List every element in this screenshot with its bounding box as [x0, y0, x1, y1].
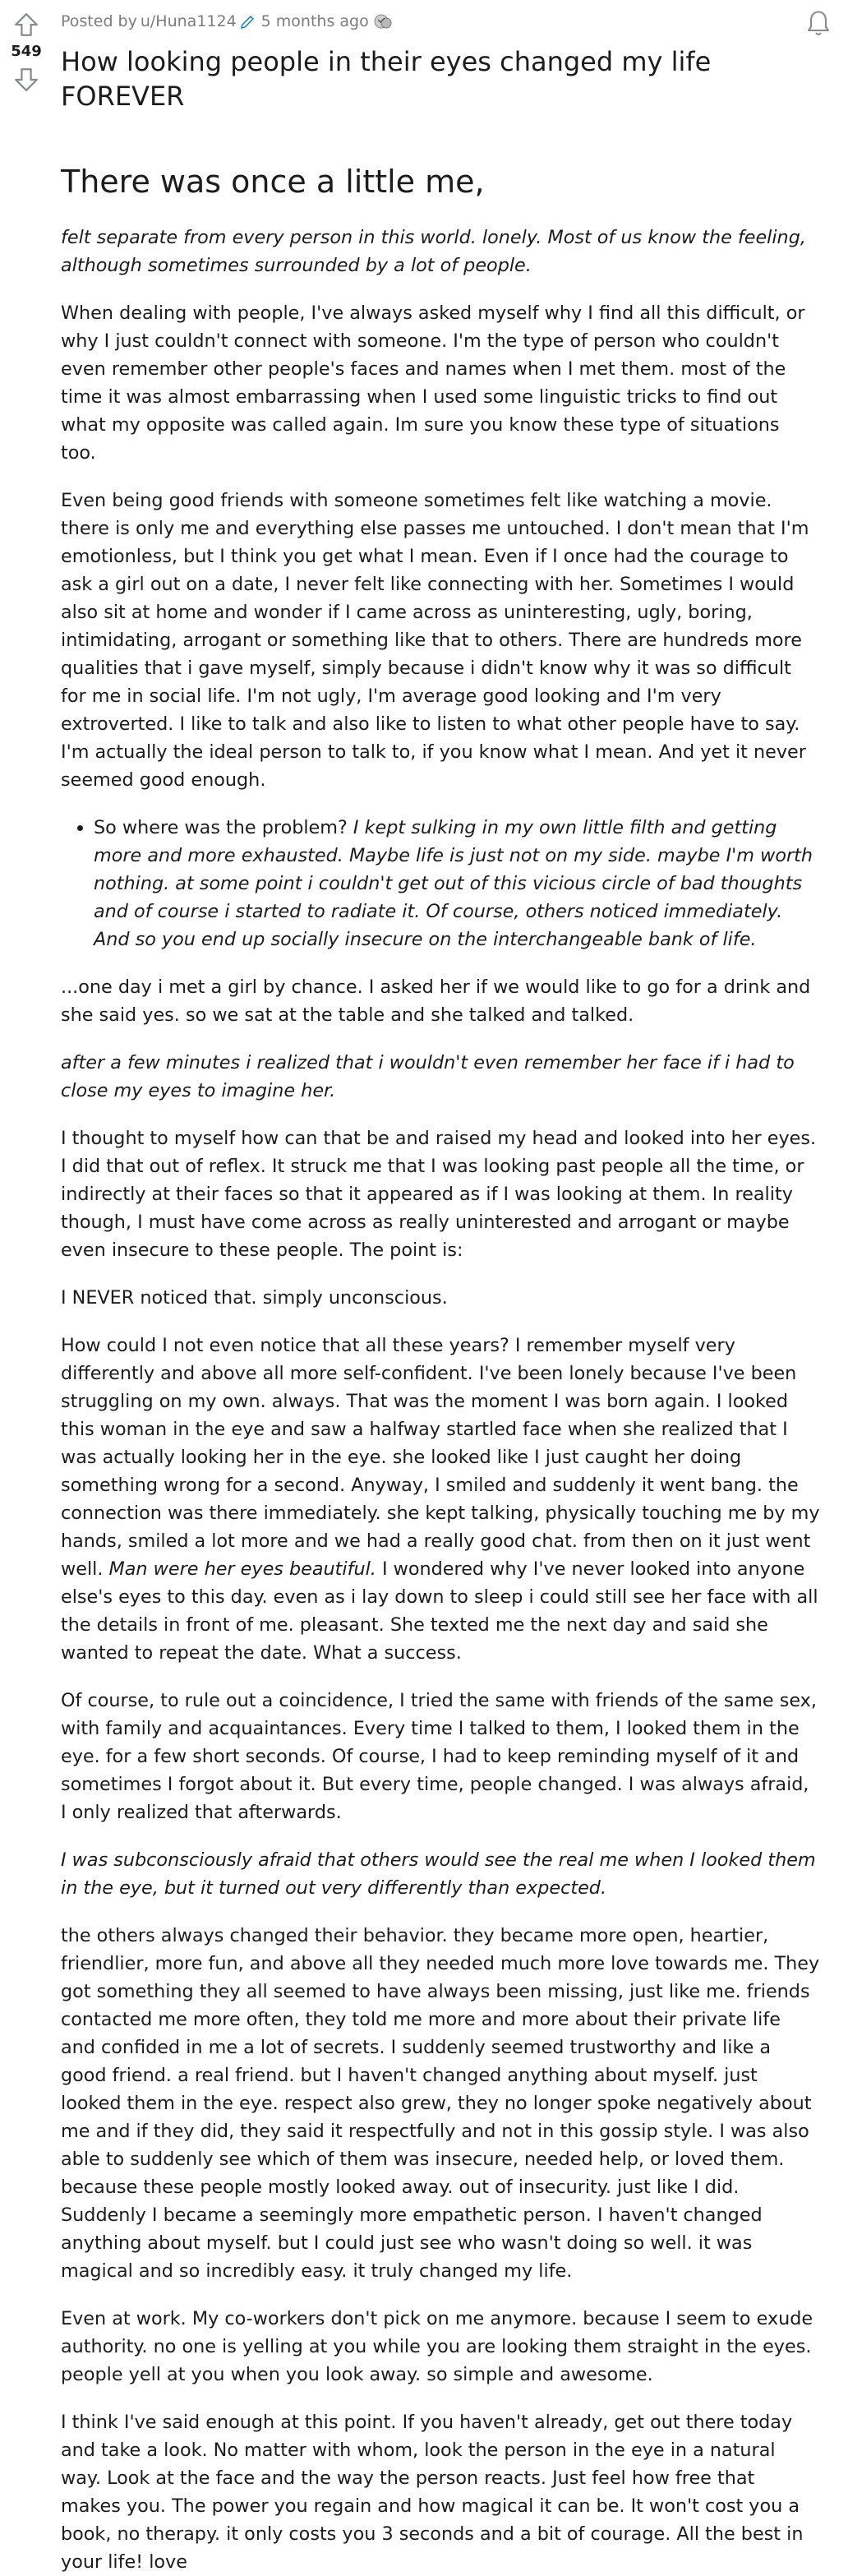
paragraph-3: Even being good friends with someone sometimes felt like watching a movie. there is only me and everything else passes me untouched. I don't mean that I'm emotionless, but I think you get what I mean. Even if I once had the courage to ask a girl out on a date, I never felt like connecting with her. Sometimes I would also sit at home and wonder if I came across as uninteresting, ugly, boring, intimidating, arrogant or something like that to others. There are hundreds more qualities that i gave myself, simply because i didn't know why it was so difficult for me in social life. I'm not ugly, I'm average good looking and I'm very extroverted. I like to talk and also like to listen to what other people have to say. I'm actually the ideal person to talk to, if you know what I mean. And yet it never seemed good enough.: [61, 490, 809, 791]
paragraph-7: I NEVER noticed that. simply unconscious.: [61, 1287, 448, 1309]
list-item-text: So where was the problem?: [94, 817, 353, 838]
paragraph-4: ...one day i met a girl by chance. I asked her if we would like to go for a drink and she said yes. so we sat at the table and she talked and talked.: [61, 976, 811, 1026]
edited-icon: [240, 14, 258, 29]
paragraph-10: [61, 1846, 820, 1902]
post-time: 5 months ago: [260, 12, 369, 30]
paragraph-2: When dealing with people, I've always asked myself why I find all this difficult, or why I just couldn't connect with someone. I'm the type of person who couldn't even remember other people's faces and names when I met them. most of the time it was almost embarrassing when I used some linguistic tricks to find out what my opposite was called again. Im sure you know these type of situations too.: [61, 302, 805, 464]
paragraph-8-italic: Man were her eyes beautiful.: [108, 1558, 376, 1580]
paragraph-5-italic: after a few minutes i realized that i wouldn't even remember her face if i had to close my eyes to imagine her.: [61, 1052, 795, 1101]
list-item-italic: I kept sulking in my own little filth and getting more and more exhausted. Maybe life is just not on my side. maybe I'm worth nothing. at some point i couldn't get out of this vicious circle of bad thoughts and of course i started to radiate it. Of course, others noticed immediately. And so you end up socially insecure on the interchangeable bank of life.: [94, 817, 813, 950]
paragraph-1-italic: felt separate from every person in this world. lonely. Most of us know the feeling, although sometimes surrounded by a lot of people.: [61, 227, 806, 276]
vote-score: 549: [11, 43, 42, 60]
post-meta: [61, 0, 820, 43]
downvote-arrow-icon[interactable]: [13, 67, 39, 93]
bullet-list: [61, 814, 820, 953]
paragraph-8-part-b: I wondered why I've never looked into anyone else's eyes to this day. even as i lay down to sleep i could still see her face with all the details in front of me. pleasant. She texted me the next day and said she wanted to repeat the date. What a success.: [61, 1558, 818, 1664]
upvote-arrow-icon[interactable]: [13, 12, 39, 38]
paragraph-10-italic: I was subconsciously afraid that others would see the real me when I looked them in the eye, but it turned out very differently than expected.: [61, 1849, 816, 1899]
paragraph-8-part-a: How could I not even notice that all these years? I remember myself very differently and above all more self-confident. I've been lonely because I've been struggling on my own. always. That was the moment I was born again. I looked this woman in the eye and saw a halfway startled face when she realized that I was actually looking her in the eye. she looked like I just caught her doing something wrong for a second. Anyway, I smiled and suddenly it went bang. the connection was there immediately. she kept talking, physically touching me by my hands, smiled a lot more and we had a really good chat. from then on it just went well.: [61, 1335, 820, 1580]
paragraph-12: Even at work. My co-workers don't pick on me anymore. because I seem to exude authority. no one is yelling at you while you are looking them straight in the eyes. people yell at you when you look away. so simple and awesome.: [61, 2308, 813, 2385]
paragraph-8: [61, 1332, 820, 1667]
vote-column: [0, 0, 53, 93]
post-content: [61, 0, 820, 2576]
author-link[interactable]: u/Huna1124: [140, 12, 237, 30]
body-heading: There was once a little me,: [61, 164, 485, 200]
post-title: How looking people in their eyes changed my life FOREVER: [61, 46, 712, 112]
list-item: [94, 814, 820, 953]
author-prefix: Posted by: [61, 12, 137, 30]
paragraph-13: I think I've said enough at this point. If you haven't already, get out there today and take a look. No matter with whom, look the person in the eye in a natural way. Look at the face and the way the person reacts. Just feel how free that makes you. The power you regain and how magical it can be. It won't cost you a book, no therapy. it only costs you 3 seconds and a bit of courage. All the best in your life! love: [61, 2412, 804, 2573]
post-body: [61, 163, 820, 2576]
award-icon: [372, 12, 394, 30]
paragraph-5: [61, 1049, 820, 1105]
paragraph-6: I thought to myself how can that be and raised my head and looked into her eyes. I did that out of reflex. It struck me that I was looking past people all the time, or indirectly at their faces so that it appeared as if I was looking at them. In reality though, I must have come across as really uninterested and arrogant or maybe even insecure to these people. The point is:: [61, 1128, 817, 1261]
paragraph-1: [61, 224, 820, 279]
paragraph-9: Of course, to rule out a coincidence, I tried the same with friends of the same sex, with family and acquaintances. Every time I talked to them, I looked them in the eye. for a few short seconds. Of course, I had to keep reminding myself of it and sometimes I forgot about it. But every time, people changed. I was always afraid, I only realized that afterwards.: [61, 1690, 817, 1823]
paragraph-11: the others always changed their behavior. they became more open, heartier, friendlier, more fun, and above all they needed much more love towards me. They got something they all seemed to have always been missing, just like me. friends contacted me more often, they told me more and more about their private life and confided in me a lot of secrets. I suddenly seemed trustworthy and like a good friend. a real friend. but I haven't changed anything about myself. just looked them in the eye. respect also grew, they no longer spoke negatively about me and if they did, they said it respectfully and not in this gossip style. I was also able to suddenly see which of them was insecure, needed help, or loved them. because these people mostly looked away. out of insecurity. just like I did. Suddenly I became a seemingly more empathetic person. I haven't changed anything about myself. but I could just see who wasn't doing so well. it was magical and so incredibly easy. it truly changed my life.: [61, 1925, 820, 2282]
